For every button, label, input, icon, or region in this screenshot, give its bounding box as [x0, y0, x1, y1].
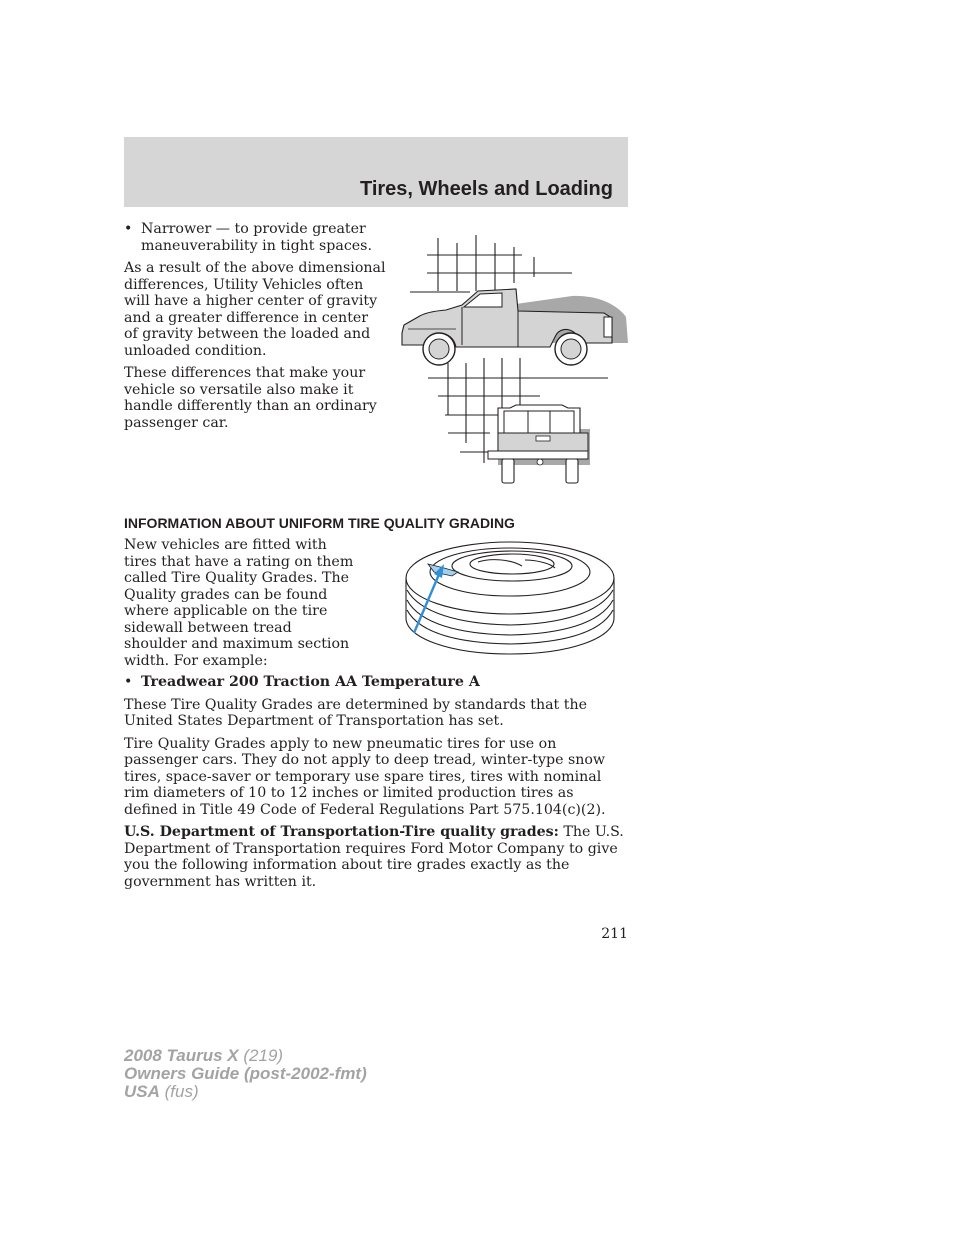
- footer-line-1: [124, 1047, 367, 1065]
- tire-sidewall-illustration: [400, 538, 622, 660]
- truck-grid-illustration: [390, 233, 630, 488]
- footer-market: USA: [124, 1082, 160, 1101]
- section-header-band: [124, 137, 628, 207]
- dot-paragraph: [124, 824, 629, 890]
- bullet-text: Treadwear 200 Traction AA Temperature A: [141, 674, 480, 690]
- footer-model-code: (219): [238, 1046, 284, 1065]
- tire-grades-body: [124, 674, 629, 896]
- bullet-dot: •: [124, 221, 133, 237]
- footer-market-code: (fus): [159, 1082, 199, 1101]
- pickup-side-view: [402, 289, 628, 365]
- section-title: Tires, Wheels and Loading: [359, 178, 613, 200]
- page-number: 211: [601, 926, 628, 942]
- center-of-gravity-paragraph: As a result of the above dimensional differences, Utility Vehicles often will have a higher center of gravity and a greater difference in center of gravity between the loaded and unloaded condition.: [124, 260, 386, 359]
- footer-line-2: Owners Guide (post-2002-fmt): [124, 1064, 367, 1083]
- dot-text: The U.S. Department of Transportation requires Ford Motor Company to give you the following information about tire grades exactly as the government has written it.: [124, 824, 624, 890]
- handling-paragraph: These differences that make your vehicle so versatile also make it handle differently than an ordinary passenger car.: [124, 365, 377, 431]
- dot-lead: U.S. Department of Transportation-Tire quality grades:: [124, 824, 559, 840]
- applicability-paragraph: Tire Quality Grades apply to new pneumatic tires for use on passenger cars. They do not apply to deep tread, winter-type snow tires, space-saver or temporary use spare tires, tires with nominal rim diameters of 10 to 12 inches or limited production tires as defined in Title 49 Code of Federal Regulations Part 575.104(c)(2).: [124, 735, 606, 818]
- section-heading: INFORMATION ABOUT UNIFORM TIRE QUALITY GRADING: [124, 515, 515, 531]
- narrower-bullet: [124, 221, 386, 254]
- footer-line-3: [124, 1083, 367, 1101]
- pickup-rear-view: [488, 405, 590, 483]
- document-footer: [124, 1047, 367, 1101]
- footer-model: 2008 Taurus X: [124, 1046, 239, 1065]
- bullet-text: Narrower — to provide greater maneuverability in tight spaces.: [141, 221, 372, 254]
- example-grade-bullet: [124, 674, 629, 691]
- standards-paragraph: These Tire Quality Grades are determined by standards that the United States Department of Transportation has set.: [124, 696, 587, 729]
- left-column: [124, 221, 386, 437]
- tire-grades-intro-paragraph: New vehicles are fitted with tires that have a rating on them called Tire Quality Grades. The Quality grades can be found where applicable on the tire sidewall between tread shoulder and maximum section width. For example:: [124, 537, 354, 669]
- tire-grades-intro: [124, 537, 359, 675]
- bullet-dot: •: [124, 674, 133, 690]
